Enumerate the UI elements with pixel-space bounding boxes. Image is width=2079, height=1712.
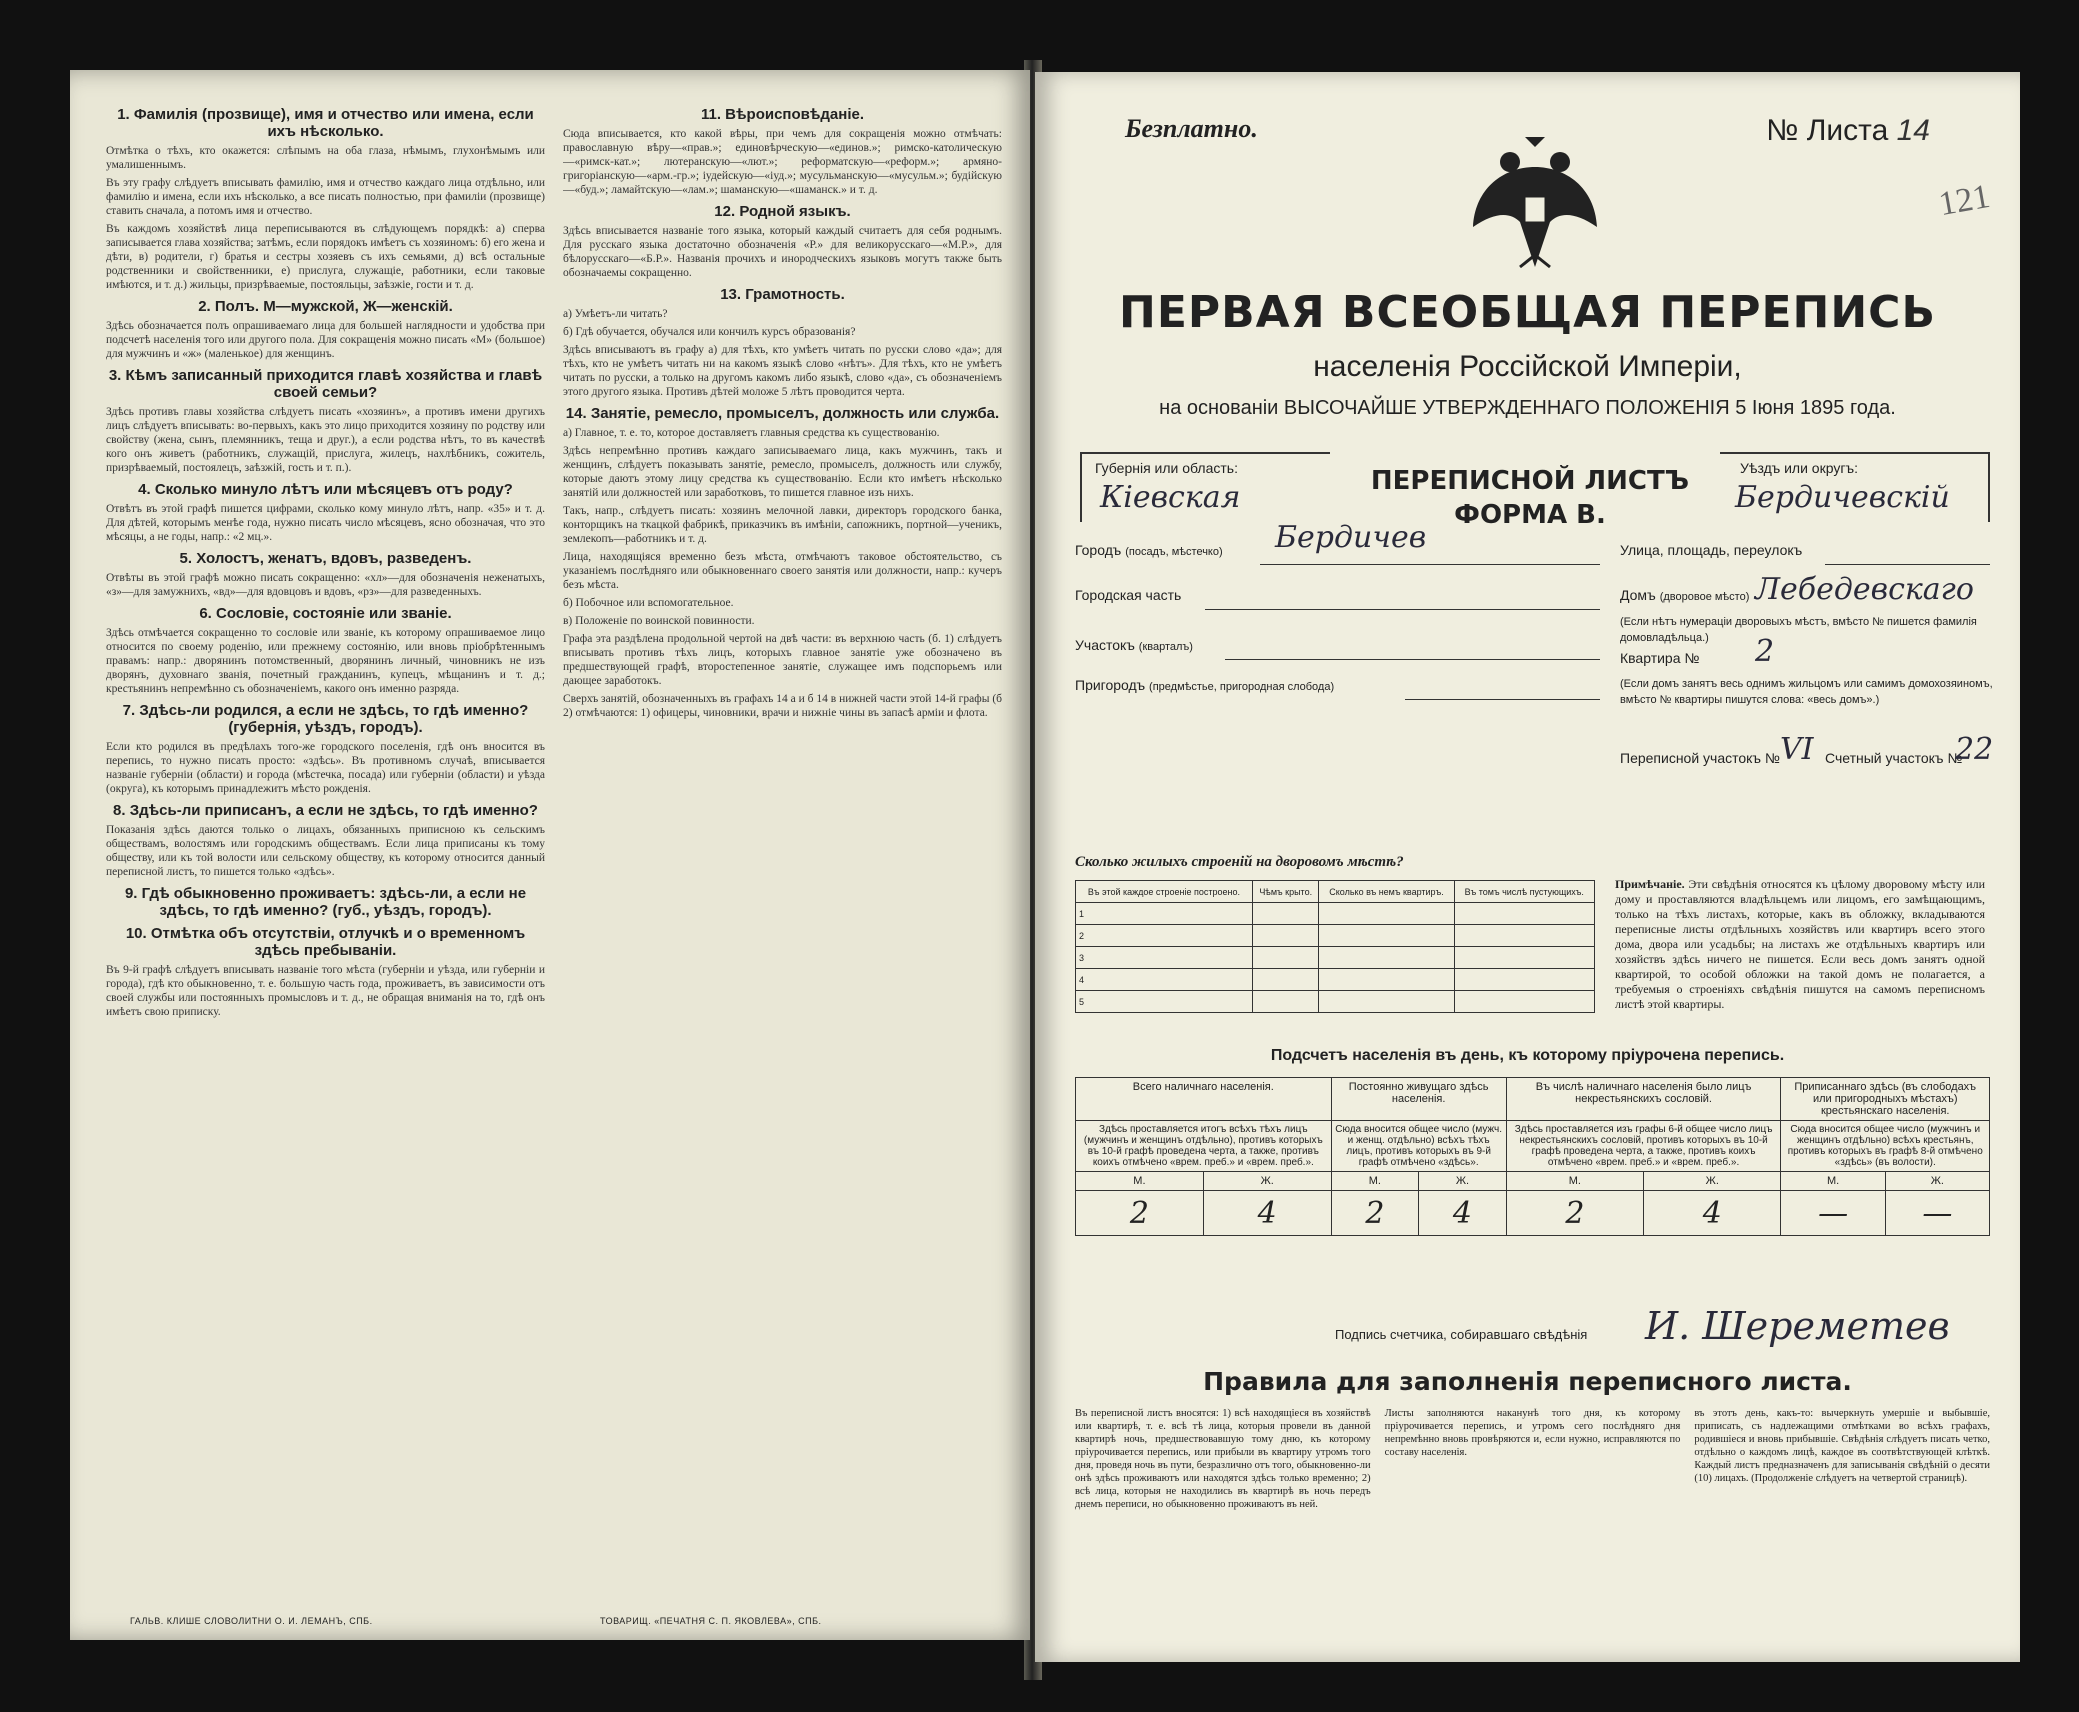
- table-row: [1076, 925, 1595, 947]
- paragraph: Если кто родился въ предѣлахъ того-же городского поселенія, гдѣ онъ вносится въ перепись, то нужно писать просто: «здѣсь». Въ противномъ случаѣ, вписывается названіе губерніи (области) и города (мѣстечка, посада) или губерніи (области) и уѣзда (округа), къ которымъ принадлежитъ мѣсто рожденія.: [106, 741, 545, 795]
- printer-imprint: ГАЛЬВ. КЛИШЕ СЛОВОЛИТНИ О. И. ЛЕМАНЪ, СПБ.: [130, 1616, 373, 1626]
- table-cell[interactable]: [1319, 925, 1454, 947]
- sheet-number: [1766, 114, 1930, 148]
- table-cell[interactable]: [1252, 947, 1318, 969]
- section-heading: 5. Холостъ, женатъ, вдовъ, разведенъ.: [179, 550, 472, 567]
- gubernia-value[interactable]: Кіевская: [1100, 480, 1241, 515]
- paragraph: Показанія здѣсь даются только о лицахъ, обязанныхъ приписною къ сельскимъ обществамъ, волостямъ или городскимъ обществамъ. Если лица приписаны къ тому обществу, или къ той волости или сельскому обществу, къ которому относится данный переписной листъ, то пишется только «здѣсь».: [106, 824, 545, 878]
- rules-title: Правила для заполненія переписного листа.: [1203, 1367, 1852, 1396]
- signature-label: Подпись счетчика, собиравшаго свѣдѣнія: [1335, 1327, 1588, 1342]
- sex-header-row: [1076, 1172, 1990, 1191]
- section-heading: 7. Здѣсь-ли родился, а если не здѣсь, то гдѣ именно? (губернія, уѣздъ, городъ).: [122, 702, 529, 736]
- paragraph: Здѣсь обозначается полъ опрашиваемаго лица для большей наглядности и удобства при подсчетѣ населенія того или другого пола. Для сокращенія можно писать «М» (большое) для мужчинъ и «ж» (маленькое) для женщинъ.: [106, 320, 545, 360]
- count-district-value[interactable]: 22: [1955, 732, 1994, 767]
- paragraph: Такъ, напр., слѣдуетъ писать: хозяинъ мелочной лавки, директоръ городского банка, конторщикъ на ткацкой фабрикѣ, приказчикъ въ имѣніи, сапожникъ, портной—ученикъ, землекопъ—работникъ и т. д.: [563, 505, 1002, 545]
- table-cell[interactable]: [1454, 969, 1594, 991]
- table-cell[interactable]: [1319, 903, 1454, 925]
- sheet-number-label: № Листа: [1766, 114, 1889, 147]
- section-heading: 14. Занятіе, ремесло, промыселъ, должность или служба.: [565, 405, 1000, 422]
- count-value[interactable]: 2: [1076, 1191, 1204, 1236]
- section-heading: 12. Родной языкъ.: [714, 203, 851, 220]
- buildings-note: [1615, 877, 1985, 1012]
- city-label: Городъ: [1075, 542, 1122, 558]
- free-label: Безплатно.: [1125, 114, 1258, 143]
- paragraph: Здѣсь непремѣнно противъ каждаго записываемаго лица, какъ мужчинъ, такъ и женщинъ, слѣдуетъ показывать занятіе, ремесло, промыселъ, должность или службу, которые даютъ этому лицу средства къ существованію. Если кто имѣетъ нѣсколько занятій или должностей или заработковъ, то пишется главное изъ нихъ.: [563, 445, 1002, 499]
- census-sheet-form: ФОРМА В.: [1454, 500, 1606, 530]
- paragraph: Сверхъ занятій, обозначенныхъ въ графахъ 14 а и б 14 в нижней части этой 14-й графы (б 2) отмѣчаются: 1) офицеры, чиновники, врачи и нижніе чины въ запасѣ арміи и флота.: [563, 693, 1002, 719]
- instructions-column-2: [563, 100, 1002, 1620]
- house-field: [1620, 587, 1749, 603]
- population-count-title: Подсчетъ населенія въ день, къ которому пріурочена перепись.: [1270, 1047, 1785, 1064]
- table-header: Ж.: [1419, 1172, 1507, 1191]
- buildings-title: Сколько жилыхъ строеній на дворовомъ мѣстѣ?: [1075, 854, 1404, 870]
- city-field: [1075, 542, 1223, 558]
- count-desc-row: [1076, 1121, 1990, 1172]
- house-label: Домъ: [1620, 587, 1656, 603]
- street-label: Улица, площадь, переулокъ: [1620, 542, 1803, 558]
- city-value[interactable]: Бердичев: [1275, 520, 1427, 555]
- city-sublabel: (посадъ, мѣстечко): [1125, 546, 1223, 558]
- census-district-value[interactable]: VI: [1780, 732, 1814, 767]
- paragraph: Здѣсь отмѣчается сокращенно то сословіе или званіе, къ которому опрашиваемое лицо относится по своему роденію, или прежнему состоянію, или вновь пріобрѣтеннымъ правамъ: напр.: дворянинъ потомственный, дворянинъ личный, чиновникъ не изъ дворянъ, духовнаго званія, почетный гражданинъ, купецъ, мѣщанинъ и т. д.; крестьянинъ непремѣнно съ обозначеніемъ, какого онъ именно разряда.: [106, 627, 545, 695]
- apt-value[interactable]: 2: [1755, 634, 1775, 669]
- table-cell: Здѣсь проставляется итогъ всѣхъ тѣхъ лицъ (мужчинъ и женщинъ отдѣльно), противъ которыхъ въ 10-й графѣ проведена черта, а также, противъ коихъ отмѣчено «врем. преб.» и «врем. преб.».: [1076, 1121, 1332, 1172]
- table-cell[interactable]: [1319, 991, 1454, 1013]
- paragraph: Здѣсь вписывается названіе того языка, который каждый считаетъ для себя роднымъ. Для русскаго языка достаточно обозначенія «Р.» для великорусскаго—«М.Р.», для бѣлорусскаго—«Б.Р.». Названія прочихъ и инородческихъ языковъ могутъ также быть обозначаемы сокращенно.: [563, 225, 1002, 279]
- table-row: [1076, 991, 1595, 1013]
- table-header: Въ числѣ наличнаго населенія было лицъ некрестьянскихъ сословій.: [1506, 1078, 1781, 1121]
- count-value[interactable]: —: [1885, 1191, 1989, 1236]
- table-cell[interactable]: [1319, 947, 1454, 969]
- table-header: Ж.: [1885, 1172, 1989, 1191]
- paragraph: Въ каждомъ хозяйствѣ лица переписываются въ слѣдующемъ порядкѣ: а) сперва записывается глава хозяйства; затѣмъ, если порядокъ имѣетъ съ хозяиномъ: б) его жена и дѣти, в) родители, г) братья и сестры хозяевъ съ ихъ семьями, д) всѣ остальные родственники и свойственники, е) прислуга, служащіе, работники, если таковые имѣются, и т. д.) жильцы, призрѣваемые, постояльцы, заѣзжіе, гости и т. д.: [106, 223, 545, 291]
- population-count-table: [1075, 1077, 1990, 1236]
- gubernia-label: Губернія или область:: [1095, 460, 1238, 476]
- district-sublabel: (кварталъ): [1138, 641, 1193, 653]
- rules-text: [1075, 1407, 1990, 1511]
- instructions-page: [70, 70, 1030, 1640]
- paragraph: Отвѣтъ въ этой графѣ пишется цифрами, сколько кому минуло лѣтъ, напр. «35» и т. д. Для дѣтей, которымъ менѣе года, нужно писать число мѣсяцевъ, ясно обозначая, что это мѣсяцы, а не годы, напр.: «2 мц.».: [106, 503, 545, 543]
- suburb-underline: [1405, 699, 1600, 700]
- apt-note-text: (Если домъ занятъ весь однимъ жильцомъ или самимъ домохозяиномъ, вмѣсто № квартиры пишутся слова: «весь домъ».): [1620, 678, 1993, 706]
- margin-number: 121: [1936, 177, 1993, 224]
- paragraph: б) Побочное или вспомогательное.: [563, 597, 734, 609]
- table-header: Постоянно живущаго здѣсь населенія.: [1331, 1078, 1506, 1121]
- uezd-label: Уѣздъ или округъ:: [1740, 460, 1859, 476]
- paragraph: б) Гдѣ обучается, обучался или кончилъ курсъ образованія?: [563, 326, 856, 338]
- paragraph: а) Главное, т. е. то, которое доставляетъ главныя средства къ существованію.: [563, 427, 940, 439]
- signature-value[interactable]: И. Шереметев: [1645, 1304, 1950, 1348]
- paragraph: Сюда вписывается, кто какой вѣры, при чемъ для сокращенія можно отмѣчать: православную вѣру—«прав.»; единовѣрческую—«единов.»; римско-католическую—«римск-кат.»; лютеранскую—«лют.»; реформатскую—«реформ.»; армяно-григоріанскую—«арм.-гр.»; іудейскую—«іуд.»; мусульманскую—«мусульм.»; будійскую—«буд.»; ламайтскую—«лам.»; шаманскую—«шаманск.» и т. д.: [563, 128, 1002, 196]
- table-header: Ж.: [1644, 1172, 1781, 1191]
- count-value-row: [1076, 1191, 1990, 1236]
- legal-basis: на основаніи ВЫСОЧАЙШЕ УТВЕРЖДЕННАГО ПОЛОЖЕНІЯ 5 Іюня 1895 года.: [1159, 397, 1896, 419]
- paragraph: Въ 9-й графѣ слѣдуетъ вписывать названіе того мѣста (губерніи и уѣзда, или губерніи и города), гдѣ кто обыкновенно, т. е. большую часть года, проживаетъ, въ зависимости отъ своей службы или постоянныхъ промысловъ и т. д., не обращая вниманія на то, гдѣ онъ имѣетъ свою приписку.: [106, 964, 545, 1018]
- row-number: 2: [1076, 925, 1253, 947]
- street-underline: [1825, 564, 1990, 565]
- table-header: Чѣмъ крыто.: [1252, 881, 1318, 903]
- buildings-header-row: [1076, 881, 1595, 903]
- paragraph: Лица, находящіяся временно безъ мѣста, отмѣчаютъ таковое обстоятельство, съ указаніемъ послѣдняго или обыкновеннаго своего занятія или должности, напр.: кучеръ безъ мѣста.: [563, 551, 1002, 591]
- census-district-label: Переписной участокъ №: [1620, 750, 1780, 766]
- table-cell[interactable]: [1454, 991, 1594, 1013]
- paragraph: а) Умѣетъ-ли читать?: [563, 308, 668, 320]
- rules-paragraph: въ этотъ день, какъ-то: вычеркнуть умершіе и выбывшіе, приписать, съ надлежащими отмѣтками во всѣхъ графахъ, родившіеся и вновь прибывшіе. Свѣдѣнія слѣдуетъ писать четко, отдѣльно о каждомъ лицѣ, каждое въ соотвѣтствующей клѣткѣ. Каждый листъ предназначенъ для записыванія свѣдѣній о десяти (10) лицахъ. (Продолженіе слѣдуетъ на четвертой страницѣ).: [1694, 1408, 1991, 1484]
- suburb-sublabel: (предмѣстье, пригородная слобода): [1149, 681, 1335, 693]
- count-value[interactable]: —: [1781, 1191, 1885, 1236]
- sheet-number-value: 14: [1896, 114, 1930, 147]
- apt-label: Квартира №: [1620, 650, 1700, 666]
- district-label: Участокъ: [1075, 637, 1135, 653]
- district-underline: [1225, 659, 1600, 660]
- count-header-row: [1076, 1078, 1990, 1121]
- note-label: Примѣчаніе.: [1615, 877, 1685, 891]
- section-heading: 2. Полъ. М—мужской, Ж—женскій.: [198, 298, 453, 315]
- table-header: Въ томъ числѣ пустующихъ.: [1454, 881, 1594, 903]
- paragraph: Въ эту графу слѣдуетъ вписывать фамилію, имя и отчество каждаго лица отдѣльно, или фамилію и имена, если ихъ нѣсколько, а все писать полностью, при фамиліи (прозвище) ставить сначала, а потомъ имя и отчество.: [106, 177, 545, 217]
- city-underline: [1260, 564, 1600, 565]
- row-number: 3: [1076, 947, 1253, 969]
- table-row: [1076, 903, 1595, 925]
- table-cell[interactable]: [1454, 903, 1594, 925]
- count-district-label: Счетный участокъ №: [1825, 750, 1963, 766]
- table-row: [1076, 947, 1595, 969]
- house-value[interactable]: Лебедевскаго: [1755, 572, 1974, 607]
- house-sublabel: (дворовое мѣсто): [1659, 591, 1750, 603]
- table-cell[interactable]: [1319, 969, 1454, 991]
- section-heading: 4. Сколько минуло лѣтъ или мѣсяцевъ отъ роду?: [138, 481, 513, 498]
- house-note-text: (Если нѣтъ нумераціи дворовыхъ мѣстъ, вмѣсто № пишется фамилія домовладѣльца.): [1620, 616, 1977, 644]
- section-heading: 9. Гдѣ обыкновенно проживаетъ: здѣсь-ли, а если не здѣсь, то гдѣ именно? (губ., уѣздъ, городъ).: [124, 885, 527, 919]
- section-heading: 10. Отмѣтка объ отсутствіи, отлучкѣ и о временномъ здѣсь пребываніи.: [125, 925, 526, 959]
- house-note: [1620, 612, 2000, 644]
- table-cell[interactable]: [1454, 947, 1594, 969]
- instructions-column-1: [106, 100, 545, 1620]
- count-value[interactable]: 2: [1331, 1191, 1419, 1236]
- table-header: Сколько въ немъ квартиръ.: [1319, 881, 1454, 903]
- paragraph: в) Положеніе по воинской повинности.: [563, 615, 755, 627]
- form-title: ПЕРВАЯ ВСЕОБЩАЯ ПЕРЕПИСЬ: [1119, 287, 1936, 338]
- count-value[interactable]: 4: [1419, 1191, 1507, 1236]
- form-subtitle: населенія Россійской Имперіи,: [1313, 350, 1742, 383]
- printer-imprint: ТОВАРИЩ. «ПЕЧАТНЯ С. П. ЯКОВЛЕВА», СПБ.: [600, 1616, 822, 1626]
- table-header: М.: [1076, 1172, 1204, 1191]
- paragraph: Отвѣты въ этой графѣ можно писать сокращенно: «хл»—для обозначенія неженатыхъ, «з»—для замужнихъ, «вд»—для вдовцовъ и вдовъ, «рз»—для разведенныхъ.: [106, 572, 545, 598]
- section-heading: 1. Фамилія (прозвище), имя и отчество или имена, если ихъ нѣсколько.: [117, 106, 534, 140]
- count-value[interactable]: 2: [1506, 1191, 1643, 1236]
- table-header: М.: [1781, 1172, 1885, 1191]
- table-row: [1076, 969, 1595, 991]
- count-value[interactable]: 4: [1203, 1191, 1331, 1236]
- buildings-table: [1075, 880, 1595, 1013]
- table-cell: Сюда вносится общее число (мужч. и женщ. отдѣльно) всѣхъ тѣхъ лицъ, противъ которыхъ въ 9-й графѣ отмѣчено «здѣсь».: [1331, 1121, 1506, 1172]
- section-heading: 11. Вѣроисповѣданіе.: [700, 106, 865, 123]
- table-header: Всего наличнаго населенія.: [1076, 1078, 1332, 1121]
- uezd-value[interactable]: Бердичевскій: [1735, 480, 1950, 515]
- table-cell[interactable]: [1252, 925, 1318, 947]
- table-cell[interactable]: [1252, 991, 1318, 1013]
- paragraph: Отмѣтка о тѣхъ, кто окажется: слѣпымъ на оба глаза, нѣмымъ, глухонѣмымъ или умалишеннымъ.: [106, 145, 545, 171]
- table-cell[interactable]: [1252, 903, 1318, 925]
- count-value[interactable]: 4: [1644, 1191, 1781, 1236]
- section-heading: 6. Сословіе, состояніе или званіе.: [199, 605, 452, 622]
- table-cell[interactable]: [1252, 969, 1318, 991]
- table-cell[interactable]: [1454, 925, 1594, 947]
- table-header: М.: [1331, 1172, 1419, 1191]
- district-field: [1075, 637, 1193, 653]
- suburb-field: [1075, 677, 1334, 693]
- census-sheet-title-line1: ПЕРЕПИСНОЙ ЛИСТЪ: [1370, 466, 1690, 496]
- section-heading: 3. Кѣмъ записанный приходится главѣ хозяйства и главѣ своей семьи?: [108, 367, 543, 401]
- paragraph: Графа эта раздѣлена продольной чертой на двѣ части: въ верхнюю часть (б. 1) слѣдуетъ вписывать противъ тѣхъ лицъ, которыхъ главное занятіе уже обозначено въ предшествующей графѣ, второстепенное занятіе, служащее имъ подспорьемъ или дающее заработокъ.: [563, 633, 1002, 687]
- table-header: Въ этой каждое строеніе построено.: [1076, 881, 1253, 903]
- rules-paragraph: Листы заполняются наканунѣ того дня, къ которому пріурочивается перепись, и утромъ сего послѣдняго дня непремѣнно вновь провѣряются и, если нужно, исправляются по составу населенія.: [1384, 1408, 1681, 1458]
- paragraph: Здѣсь вписываютъ въ графу а) для тѣхъ, кто умѣетъ читать по русски слово «да»; для тѣхъ, кто не умѣетъ читать ни на какомъ языкѣ слово «нѣтъ». Для тѣхъ, кто не умѣетъ читать по русски, а только на другомъ какомъ либо языкѣ, слово «да», съ обозначеніемъ этого другого языка. Противъ дѣтей моложе 5 лѣтъ проводится черта.: [563, 344, 1002, 398]
- double-headed-eagle-icon: [1465, 127, 1605, 277]
- city-part-label: Городская часть: [1075, 587, 1182, 603]
- row-number: 4: [1076, 969, 1253, 991]
- table-cell: Сюда вносится общее число (мужчинъ и женщинъ отдѣльно) всѣхъ крестьянъ, противъ которыхъ въ графѣ 8-й отмѣчено «здѣсь» (въ волости).: [1781, 1121, 1990, 1172]
- paragraph: Здѣсь противъ главы хозяйства слѣдуетъ писать «хозяинъ», а противъ имени другихъ лицъ слѣдуетъ вписывать: во-первыхъ, какъ это лицо приходится хозяину по родству или свойству (жена, сынъ, племянникъ, теща и друг.), а если родства нѣтъ, то въ качествѣ кого онъ живетъ (работникъ, служащій, прислуга, жилецъ, нахлѣбникъ, сожитель, призрѣваемый, постоялецъ, заѣзжій, гость и т. п.).: [106, 406, 545, 474]
- suburb-label: Пригородъ: [1075, 677, 1146, 693]
- city-part-underline: [1205, 609, 1600, 610]
- apt-note: [1620, 674, 2000, 706]
- census-form-page: [1035, 72, 2020, 1662]
- note-text: Эти свѣдѣнія относятся къ цѣлому дворовому мѣсту или дому и проставляются владѣльцемъ или лицомъ, его замѣщающимъ, только на тѣхъ листахъ, которые, какъ въ обложку, вкладываются переписные листы отдѣльныхъ хозяйствъ или квартиръ всего этого дома, двора или усадьбы; на листахъ же отдѣльныхъ квартиръ или хозяйствъ здѣсь ничего не пишется. Если весь домъ занятъ одной квартирой, то особой обложки на такой домъ не полагается, а требуемыя о строеніяхъ свѣдѣнія пишутся на самомъ переписномъ листѣ этой квартиры.: [1615, 877, 1986, 1011]
- row-number: 1: [1076, 903, 1253, 925]
- section-heading: 8. Здѣсь-ли приписанъ, а если не здѣсь, то гдѣ именно?: [113, 802, 538, 819]
- table-header: М.: [1506, 1172, 1643, 1191]
- section-heading: 13. Грамотность.: [720, 286, 845, 303]
- table-header: Ж.: [1203, 1172, 1331, 1191]
- table-cell: Здѣсь проставляется изъ графы 6-й общее число лицъ некрестьянскихъ сословій, противъ которыхъ въ 10-й графѣ проведена черта, а также, противъ коихъ отмѣчено «врем. преб.» и «врем. преб.».: [1506, 1121, 1781, 1172]
- row-number: 5: [1076, 991, 1253, 1013]
- rules-paragraph: Въ переписной листъ вносятся: 1) всѣ находящіеся въ хозяйствѣ или квартирѣ, т. е. всѣ тѣ лица, которыя провели въ данной квартирѣ ночь, предшествовавшую тому дню, къ которому пріурочивается перепись, или прибыли въ квартиру утромъ того дня, проведя ночь въ пути, безразлично отъ того, обыкновенно-ли онѣ здѣсь проживаютъ или находятся здѣсь только временно; 2) всѣ лица, которыя не находились въ квартирѣ въ ночь передъ днемъ переписи, но обыкновенно проживаютъ въ ней.: [1075, 1408, 1371, 1510]
- table-header: Приписаннаго здѣсь (въ слободахъ или пригородныхъ мѣстахъ) крестьянскаго населенія.: [1781, 1078, 1990, 1121]
